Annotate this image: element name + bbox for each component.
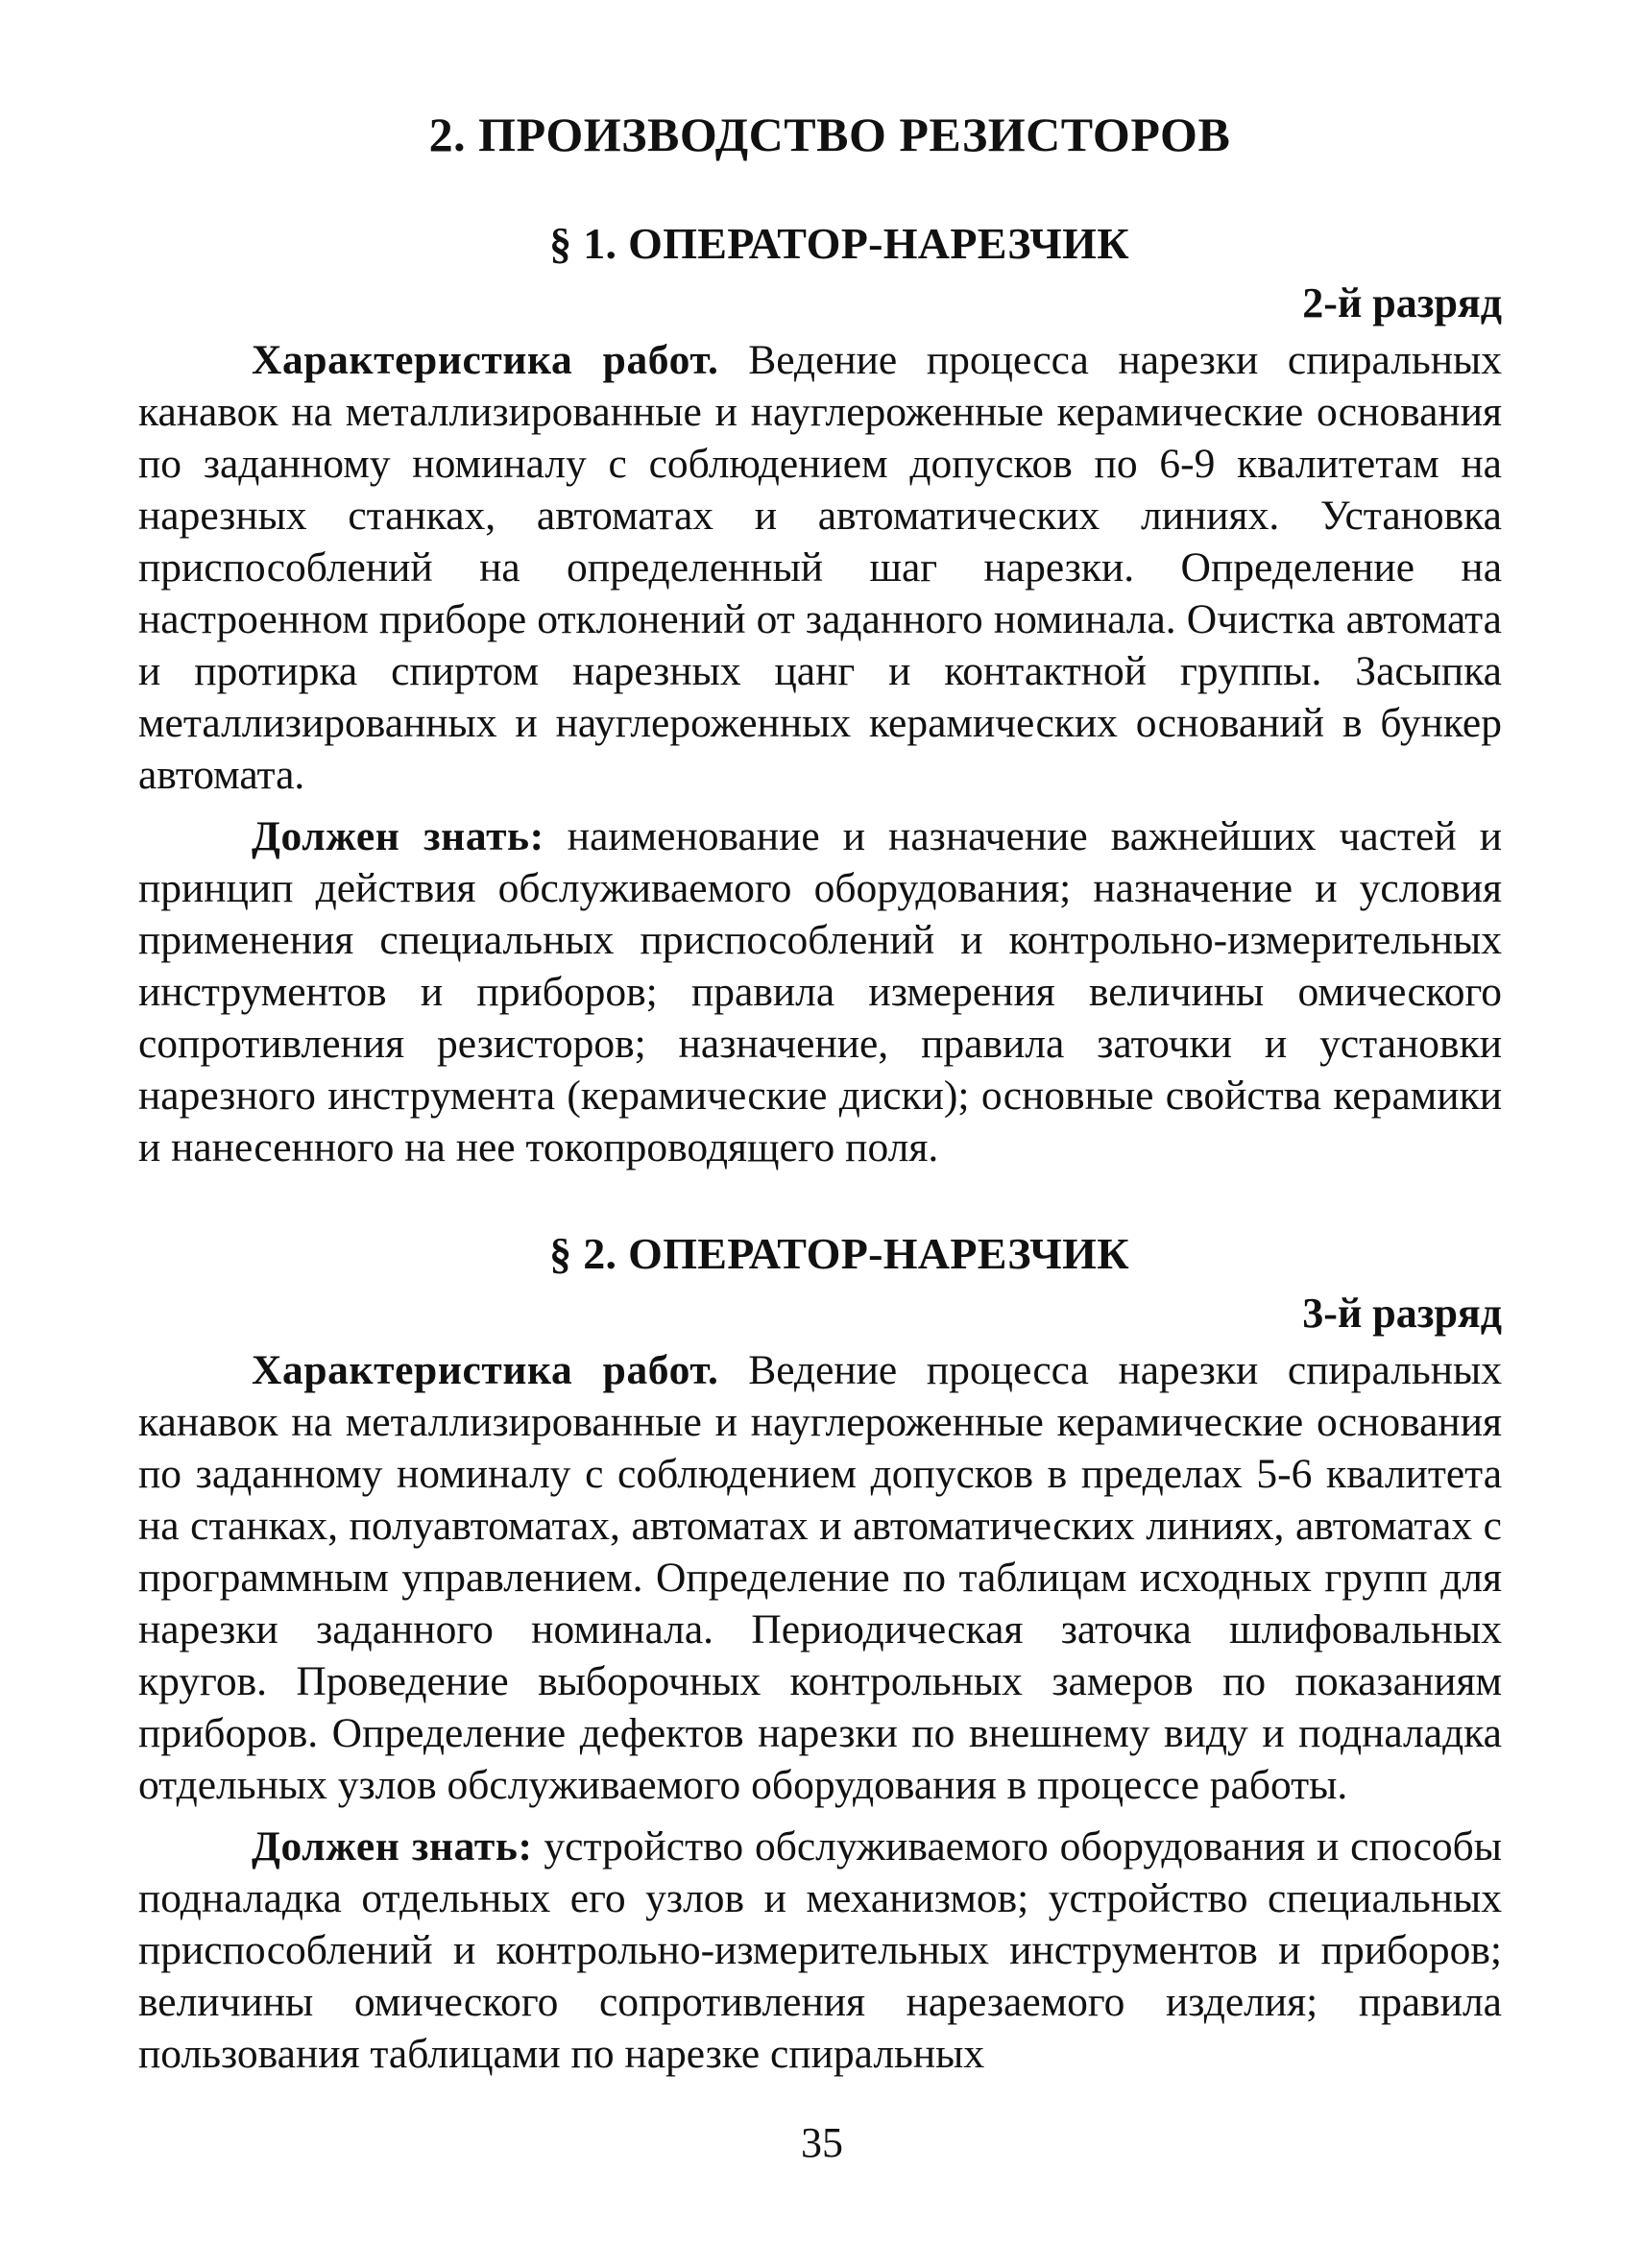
- knowledge-paragraph: [138, 1821, 1502, 2080]
- characteristics-text: Ведение процесса нарезки спиральных канавок на металлизированные и науглероженные керамические основания по заданному номиналу с соблюдением допусков в пределах 5-6 квалитета на станках, полуавтоматах, автоматах и автоматических линиях, автоматах с программным управлением. Определение по таблицам исходных групп для нарезки заданного номинала. Периодическая заточка шлифовальных кругов. Проведение выборочных контрольных замеров по показаниям приборов. Определение дефектов нарезки по внешнему виду и подналадка отдельных узлов обслуживаемого оборудования в процессе работы.: [138, 1347, 1502, 1808]
- characteristics-label: Характеристика работ.: [252, 1347, 719, 1393]
- section-title: § 1. ОПЕРАТОР-НАРЕЗЧИК: [549, 219, 1129, 268]
- characteristics-paragraph: [138, 1344, 1502, 1811]
- section-1: [138, 217, 1502, 1173]
- section-2: [138, 1227, 1502, 2080]
- section-title: § 2. ОПЕРАТОР-НАРЕЗЧИК: [549, 1229, 1129, 1278]
- page-number: 35: [801, 2119, 843, 2166]
- characteristics-label: Характеристика работ.: [252, 337, 719, 383]
- section-spacer: [138, 1173, 1502, 1227]
- chapter-title: 2. ПРОИЗВОДСТВО РЕЗИСТОРОВ: [428, 108, 1231, 161]
- grade-label: 3-й разряд: [1302, 1290, 1502, 1337]
- knowledge-label: Должен знать:: [252, 813, 544, 859]
- knowledge-text: устройство обслуживаемого оборудования и способы подналадка отдельных его узлов и механизмов; устройство специальных приспособлений и контрольно-измерительных инструментов и приборов; величины омического сопротивления нарезаемого изделия; правила пользования таблицами по нарезке спиральных: [138, 1823, 1502, 2077]
- knowledge-text: наименование и назначение важнейших частей и принцип действия обслуживаемого оборудования; назначение и условия применения специальных приспособлений и контрольно-измерительных инструментов и приборов; правила измерения величины омического сопротивления резисторов; назначение, правила заточки и установки нарезного инструмента (керамические диски); основные свойства керамики и нанесенного на нее токопроводящего поля.: [138, 813, 1502, 1170]
- document-page: [138, 106, 1502, 2199]
- grade-label: 2-й разряд: [1302, 279, 1502, 326]
- knowledge-paragraph: [138, 810, 1502, 1173]
- characteristics-text: Ведение процесса нарезки спиральных канавок на металлизированные и науглероженные керамические основания по заданному номиналу с соблюдением допусков по 6-9 квалитетам на нарезных станках, автоматах и автоматических линиях. Установка приспособлений на определенный шаг нарезки. Определение на настроенном приборе отклонений от заданного номинала. Очистка автомата и протирка спиртом нарезных цанг и контактной группы. Засыпка металлизированных и науглероженных керамических оснований в бункер автомата.: [138, 337, 1502, 798]
- knowledge-label: Должен знать:: [252, 1823, 533, 1870]
- characteristics-paragraph: [138, 334, 1502, 801]
